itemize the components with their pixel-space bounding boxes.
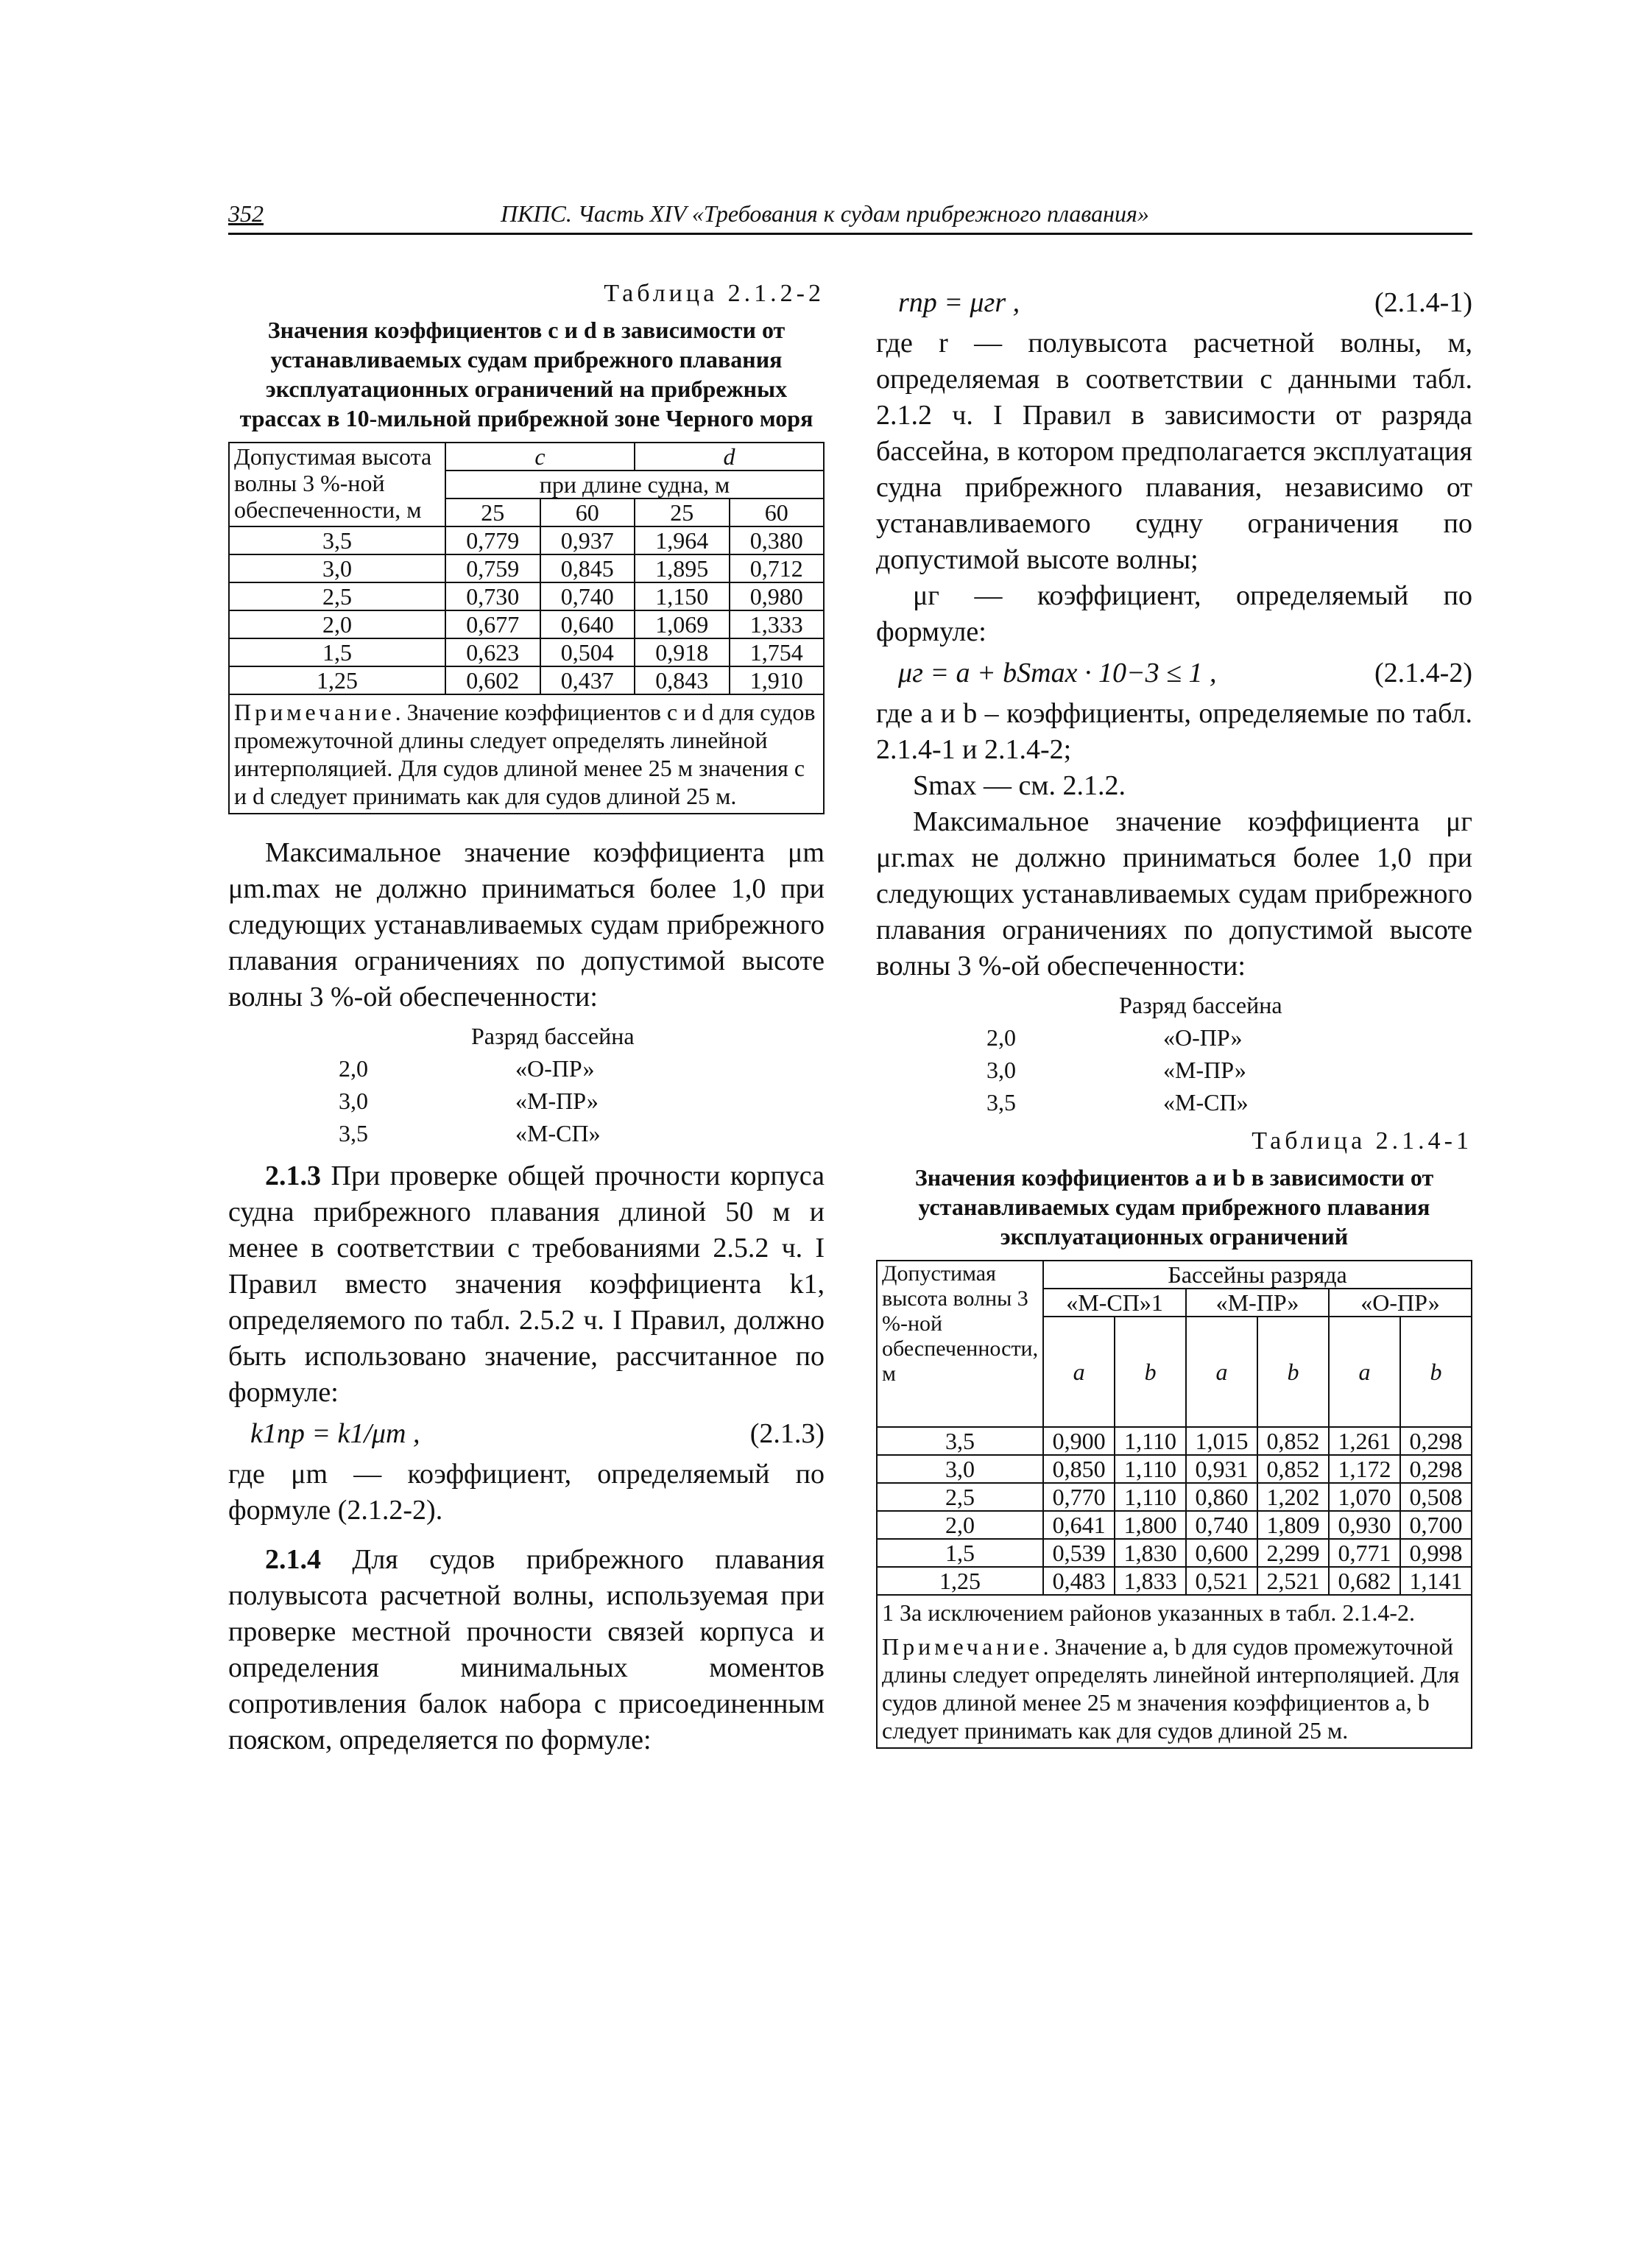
table-cell: 1,833 [1115,1567,1186,1595]
table-cell: 3,5 [229,526,445,554]
table-cell: 0,770 [1043,1483,1115,1511]
table-row [229,582,824,610]
table1-length: 60 [540,498,635,526]
table-cell: 0,850 [1043,1455,1115,1483]
smax-reference: Smax — см. 2.1.2. [913,770,1126,801]
paragraph-mu-g-max: Максимальное значение коэффициента μг μг.max не должно приниматься более 1,0 при следующих устанавливаемых судам прибрежного плавания ограничениях по допустимой высоте волны 3 %-ой обеспеченности: [876,806,1472,982]
table-row [229,666,824,694]
note-text: . Значение коэффициентов c и d для судов промежуточной длины следует определять линейной интерполяцией. Для судов длиной менее 25 м значения c и d следует принимать как для судов длиной 25 м. [234,699,816,809]
table-cell: 1,110 [1115,1483,1186,1511]
basin-list-left [228,1020,825,1149]
table1-note [229,694,824,814]
table-cell: 0,641 [1043,1511,1115,1539]
table-cell: 0,843 [635,666,730,694]
table-cell: 0,682 [1329,1567,1400,1595]
table-cell: 1,333 [730,610,825,638]
table2-caption: Таблица 2.1.4-1 [1252,1127,1472,1155]
table-cell: 0,700 [1400,1511,1472,1539]
table-cell: 1,150 [635,582,730,610]
table-cell: 2,5 [877,1483,1043,1511]
table-cell: 0,918 [635,638,730,666]
table-cell: 1,754 [730,638,825,666]
basin-row [876,1021,1472,1054]
section-text: Для судов прибрежного плавания полувысота расчетной волны, используемая при проверке местной прочности связей корпуса и определения минимальных моментов сопротивления балок набора с присоединенным пояском, определяется по формуле: [228,1544,825,1755]
table-cell: 1,141 [1400,1567,1472,1595]
table2-col1-header: Допустимая высота волны 3 %-ной обеспеченности, м [877,1261,1043,1427]
wave-height: 3,5 [986,1089,1016,1116]
section-number: 2.1.4 [265,1544,321,1575]
table-cell: 1,800 [1115,1511,1186,1539]
table-cell: 0,640 [540,610,635,638]
table-row [877,1483,1472,1511]
table-row [877,1567,1472,1595]
wave-height: 3,0 [986,1057,1016,1083]
wave-height: 3,0 [339,1088,368,1114]
table-cell: 1,015 [1186,1427,1257,1455]
note-label: Примечание [882,1633,1043,1660]
table-cell: 0,937 [540,526,635,554]
table2-ab-header: b [1257,1317,1329,1427]
table-cell: 0,508 [1400,1483,1472,1511]
basin-row [228,1085,825,1117]
basin-row [876,1086,1472,1118]
basin-name: «М-ПР» [515,1088,599,1114]
formula-expression: rпр = μгr , [898,287,1020,318]
formula-expression: μг = a + bSmax · 10−3 ≤ 1 , [898,658,1217,688]
formula-number: (2.1.3) [749,1418,825,1449]
where-r: где r — полувысота расчетной волны, м, определяемая в соответствии с данными табл. 2.1.2 ч. I Правил в зависимости от разряда бассейна, в котором предполагается эксплуатация судна прибрежного плавания, независимо от устанавливаемого судну ограничения по допустимой высоте волны; [876,328,1472,575]
table1-caption: Таблица 2.1.2-2 [604,280,825,307]
paragraph-mu-m-max: Максимальное значение коэффициента μm μm.max не должно приниматься более 1,0 при следующих устанавливаемых судам прибрежного плавания ограничениях по допустимой высоте волны 3 %-ой обеспеченности: [228,837,825,1012]
wave-height: 2,0 [339,1055,368,1082]
table-a-b-coefficients [876,1260,1472,1749]
table2-ab-header: b [1115,1317,1186,1427]
table-cell: 3,0 [229,554,445,582]
table-cell: 1,110 [1115,1455,1186,1483]
table-cell: 1,809 [1257,1511,1329,1539]
table-cell: 1,895 [635,554,730,582]
table2-basin-name: «М-СП»1 [1043,1289,1186,1317]
table-cell: 3,5 [877,1427,1043,1455]
table-cell: 0,931 [1186,1455,1257,1483]
formula-number: (2.1.4-2) [1374,658,1472,688]
table1-length: 25 [445,498,540,526]
table1-title: Значения коэффициентов c и d в зависимости от устанавливаемых судам прибрежного плавания эксплуатационных ограничений на прибрежных трассах в 10-мильной прибрежной зоне Черного моря [239,317,813,431]
table-cell: 2,0 [877,1511,1043,1539]
table-cell: 0,771 [1329,1539,1400,1567]
table-cell: 1,172 [1329,1455,1400,1483]
table-cell: 0,437 [540,666,635,694]
table-cell: 2,521 [1257,1567,1329,1595]
table-row [229,638,824,666]
table2-basin-name: «О-ПР» [1329,1289,1472,1317]
table-cell: 2,0 [229,610,445,638]
table2-remark [882,1632,1466,1744]
table-cell: 0,998 [1400,1539,1472,1567]
table-cell: 1,25 [877,1567,1043,1595]
table2-title: Значения коэффициентов a и b в зависимости от устанавливаемых судам прибрежного плавания эксплуатационных ограничений [914,1164,1434,1250]
formula-2-1-3 [228,1411,825,1456]
table-cell: 1,5 [229,638,445,666]
table-cell: 1,25 [229,666,445,694]
table-cell: 0,504 [540,638,635,666]
basin-list-right [876,989,1472,1118]
table1-length: 60 [730,498,825,526]
table-row [877,1539,1472,1567]
table-cell: 0,740 [540,582,635,610]
table2-note [877,1595,1472,1748]
table-cell: 0,712 [730,554,825,582]
mu-g-definition: μг — коэффициент, определяемый по формуле: [876,580,1472,647]
table-cell: 2,299 [1257,1539,1329,1567]
table-row [229,610,824,638]
table-cell: 0,779 [445,526,540,554]
section-number: 2.1.3 [265,1160,321,1191]
formula-expression: k1пр = k1/μm , [250,1418,420,1449]
table-cell: 0,677 [445,610,540,638]
table-cell: 0,623 [445,638,540,666]
page-number: 352 [228,200,264,227]
table1-d-header: d [635,443,824,471]
table1-length: 25 [635,498,730,526]
table1-col1-header: Допустимая высота волны 3 %-ной обеспеченности, м [229,443,445,526]
table-row [877,1455,1472,1483]
table-cell: 0,980 [730,582,825,610]
table-row [877,1427,1472,1455]
basin-name: «О-ПР» [1163,1024,1243,1051]
basin-row [228,1052,825,1085]
table-cell: 0,860 [1186,1483,1257,1511]
basin-header: Разряд бассейна [1119,992,1282,1018]
table-cell: 0,298 [1400,1427,1472,1455]
basin-row [228,1117,825,1149]
table-cell: 3,0 [877,1455,1043,1483]
table-c-d-coefficients [228,442,825,814]
running-title: ПКПС. Часть XIV «Требования к судам прибрежного плавания» [501,200,1149,227]
table-cell: 1,964 [635,526,730,554]
basin-name: «М-СП» [515,1120,601,1146]
table-cell: 0,539 [1043,1539,1115,1567]
formula-number: (2.1.4-1) [1374,287,1472,318]
basin-name: «О-ПР» [515,1055,595,1082]
table-cell: 0,759 [445,554,540,582]
right-column [876,280,1472,1749]
table-cell: 0,483 [1043,1567,1115,1595]
note-label: Примечание [234,699,395,725]
table-cell: 1,202 [1257,1483,1329,1511]
table1-c-header: c [445,443,635,471]
table2-ab-header: b [1400,1317,1472,1427]
table-row [229,526,824,554]
table-cell: 0,602 [445,666,540,694]
formula-2-1-4-2 [876,650,1472,696]
table-row [229,554,824,582]
wave-height: 3,5 [339,1120,368,1146]
table-cell: 1,830 [1115,1539,1186,1567]
table-row [877,1511,1472,1539]
table2-footnote: 1 За исключением районов указанных в табл. 2.1.4-2. [882,1599,1415,1626]
section-2-1-3 [228,1158,825,1411]
table-cell: 0,380 [730,526,825,554]
table-cell: 0,730 [445,582,540,610]
section-2-1-4 [228,1542,825,1758]
basin-name: «М-ПР» [1163,1057,1246,1083]
table-cell: 2,5 [229,582,445,610]
section-text: При проверке общей прочности корпуса судна прибрежного плавания длиной 50 м и менее в соответствии с требованиями 2.5.2 ч. I Правил вместо значения коэффициента k1, определяемого по табл. 2.5.2 ч. I Правил, должно быть использовано значение, рассчитанное по формуле: [228,1160,825,1408]
table-cell: 1,110 [1115,1427,1186,1455]
basin-header: Разряд бассейна [471,1023,635,1049]
table-cell: 1,069 [635,610,730,638]
table2-basins-header: Бассейны разряда [1043,1261,1472,1289]
table-cell: 0,930 [1329,1511,1400,1539]
basin-row [876,1054,1472,1086]
running-header [228,199,1472,235]
table-cell: 1,070 [1329,1483,1400,1511]
wave-height: 2,0 [986,1024,1016,1051]
table2-ab-header: a [1329,1317,1400,1427]
table-cell: 1,261 [1329,1427,1400,1455]
formula-2-1-4-1 [876,280,1472,325]
basin-name: «М-СП» [1163,1089,1249,1116]
table2-basin-name: «М-ПР» [1186,1289,1329,1317]
table-cell: 0,845 [540,554,635,582]
where-mu-m: где μm — коэффициент, определяемый по формуле (2.1.2-2). [228,1459,825,1526]
table-cell: 0,298 [1400,1455,1472,1483]
table2-ab-header: a [1186,1317,1257,1427]
note-text: . Значение a, b для судов промежуточной длины следует определять линейной интерполяцией. Для судов длиной менее 25 м значения коэффициентов a, b следует принимать как для судов длиной 25 м. [882,1633,1460,1744]
table-cell: 0,740 [1186,1511,1257,1539]
table-cell: 0,521 [1186,1567,1257,1595]
where-a-b: где a и b – коэффициенты, определяемые по табл. 2.1.4-1 и 2.1.4-2; [876,698,1472,765]
table-cell: 1,910 [730,666,825,694]
table-cell: 0,852 [1257,1427,1329,1455]
table-cell: 0,852 [1257,1455,1329,1483]
table-cell: 1,5 [877,1539,1043,1567]
table-cell: 0,600 [1186,1539,1257,1567]
left-column [228,280,825,1758]
table-cell: 0,900 [1043,1427,1115,1455]
table1-length-header: при длине судна, м [445,471,824,498]
table2-ab-header: a [1043,1317,1115,1427]
